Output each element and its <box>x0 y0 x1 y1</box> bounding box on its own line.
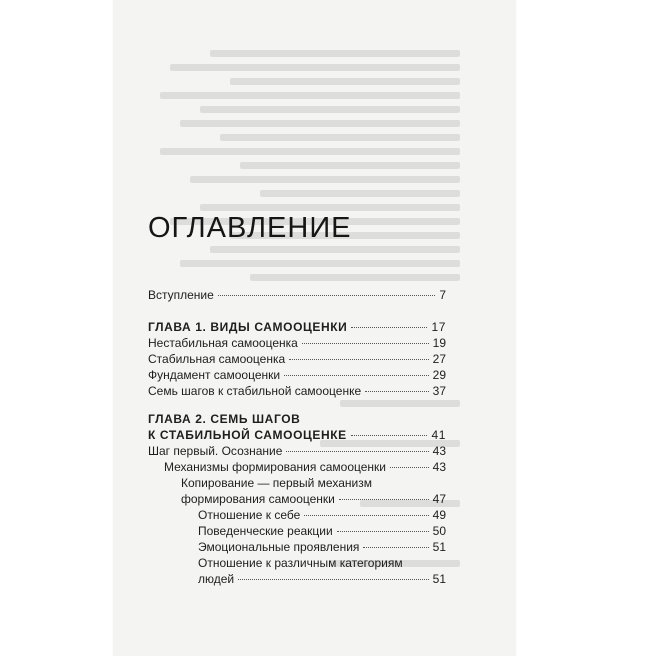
leader-dots <box>365 391 429 392</box>
toc-entry-label: Эмоциональные проявления <box>198 540 360 554</box>
toc-entry-copying-line1[interactable]: Копирование — первый механизм <box>181 476 372 490</box>
toc-entry[interactable] <box>148 368 446 382</box>
chapter-title: ГЛАВА 1. ВИДЫ САМООЦЕНКИ <box>148 320 348 334</box>
toc-page-number: 51 <box>432 540 446 554</box>
leader-dots <box>363 547 428 548</box>
leader-dots <box>351 327 427 328</box>
chapter-2-title-line1[interactable]: ГЛАВА 2. СЕМЬ ШАГОВ <box>148 412 301 426</box>
toc-entry-step1[interactable] <box>148 444 446 458</box>
toc-chapter-1[interactable] <box>148 320 446 334</box>
toc-page-number: 41 <box>431 428 446 442</box>
leader-dots <box>351 435 428 436</box>
toc-page-number: 47 <box>432 492 446 506</box>
toc-entry-mechanisms[interactable] <box>164 460 446 474</box>
toc-entry-label: Стабильная самооценка <box>148 352 286 366</box>
toc-page-number: 51 <box>432 572 446 586</box>
toc-entry[interactable] <box>198 540 446 554</box>
leader-dots <box>302 343 429 344</box>
toc-entry[interactable] <box>148 352 446 366</box>
toc-page-number: 43 <box>432 444 446 458</box>
leader-dots <box>286 451 428 452</box>
toc-entry[interactable] <box>198 508 446 522</box>
leader-dots <box>289 359 428 360</box>
leader-dots <box>304 515 428 516</box>
toc-page-number: 29 <box>432 368 446 382</box>
toc-entry-label: Механизмы формирования самооценки <box>164 460 386 474</box>
toc-entry-label: Вступление <box>148 288 214 302</box>
toc-entry-label: Семь шагов к стабильной самооценке <box>148 384 362 398</box>
toc-entry[interactable] <box>148 336 446 350</box>
toc-page-number: 37 <box>432 384 446 398</box>
toc-page-number: 49 <box>432 508 446 522</box>
toc-entry-copying[interactable] <box>181 492 446 506</box>
toc-chapter-2[interactable] <box>148 428 446 442</box>
leader-dots <box>337 531 429 532</box>
chapter-title: К СТАБИЛЬНОЙ САМООЦЕНКЕ <box>148 428 347 442</box>
toc-entry-label: Нестабильная самооценка <box>148 336 298 350</box>
leader-dots <box>339 499 429 500</box>
toc-entry[interactable] <box>148 384 446 398</box>
leader-dots <box>238 579 429 580</box>
page-title: ОГЛАВЛЕНИЕ <box>148 212 352 244</box>
toc-entry-label: Шаг первый. Осознание <box>148 444 283 458</box>
leader-dots <box>218 295 436 296</box>
toc-entry-intro[interactable] <box>148 288 446 302</box>
toc-entry-label: формирования самооценки <box>181 492 335 506</box>
toc-entry-last-line1[interactable]: Отношение к различным категориям <box>198 556 403 570</box>
toc-entry-last[interactable] <box>198 572 446 586</box>
leader-dots <box>390 467 429 468</box>
toc-entry-label: Поведенческие реакции <box>198 524 333 538</box>
toc-entry-label: людей <box>198 572 235 586</box>
toc-page-number: 17 <box>431 320 446 334</box>
toc-page-number: 7 <box>439 288 446 302</box>
toc-entry-label: Фундамент самооценки <box>148 368 281 382</box>
toc-page-number: 19 <box>432 336 446 350</box>
toc-entry[interactable] <box>198 524 446 538</box>
toc-entry-label: Отношение к себе <box>198 508 301 522</box>
toc-page-number: 27 <box>432 352 446 366</box>
toc-page-number: 50 <box>432 524 446 538</box>
toc-page-number: 43 <box>432 460 446 474</box>
leader-dots <box>284 375 429 376</box>
